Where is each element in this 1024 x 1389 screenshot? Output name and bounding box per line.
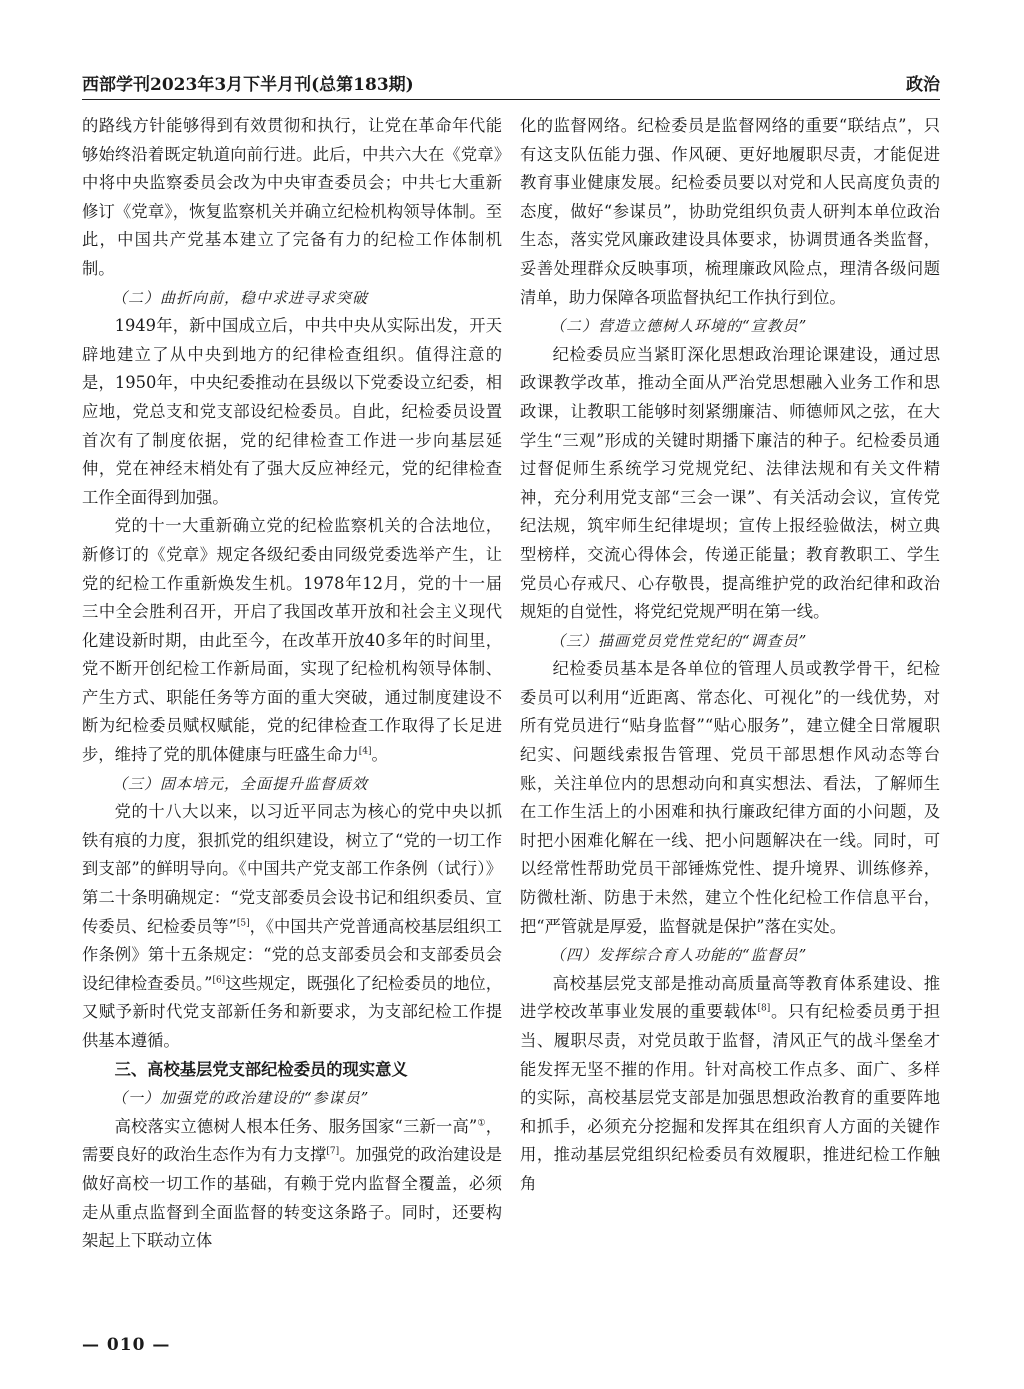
subsection-heading: （二）曲折向前，稳中求进寻求突破 <box>112 288 369 307</box>
citation-ref: [4] <box>358 746 372 757</box>
paragraph-text: 党的十八大以来，以习近平同志为核心的党中央以抓铁有痕的力度，狠抓党的组织建设，树立了“党的一切工作到支部”的鲜明导向。《中国共产党支部工作条例（试行）》第二十条明确规定：“党支部委员会设书记和组织委员、宣传委员、纪检委员等” <box>82 802 502 936</box>
paragraph: 1949年，新中国成立后，中共中央从实际出发，开天辟地建立了从中央到地方的纪律检查组织。值得注意的是，1950年，中央纪委推动在县级以下党委设立纪委，相应地，党总支和党支部设纪检委员。自此，纪检委员设置首次有了制度依据，党的纪律检查工作进一步向基层延伸，党在神经末梢处有了强大反应神经元，党的纪律检查工作全面得到加强。 <box>82 316 502 507</box>
paragraph-text: 。只有纪检委员勇于担当、履职尽责，对党员敢于监督，清风正气的战斗堡垒才能发挥无坚不摧的作用。针对高校工作点多、面广、多样的实际，高校基层党支部是加强思想政治教育的重要阵地和抓手，必须充分挖掘和发挥其在组织育人方面的关键作用，推动基层党组织纪检委员有效履职，推进纪检工作触角 <box>520 1002 940 1193</box>
paragraph-text: 。加强党的政治建设是做好高校一切工作的基础，有赖于党内监督全覆盖，必须走从重点监督到全面监督的转变这条路子。同时，还要构架起上下联动立体 <box>82 1145 502 1251</box>
paragraph <box>82 1113 502 1256</box>
paragraph-text: 高校落实立德树人根本任务、服务国家“三新一高” <box>114 1116 478 1136</box>
paragraph <box>82 512 502 769</box>
paragraph: 化的监督网络。纪检委员是监督网络的重要“联结点”，只有这支队伍能力强、作风硬、更好地履职尽责，才能促进教育事业健康发展。纪检委员要以对党和人民高度负责的态度，做好“参谋员”，协助党组织负责人研判本单位政治生态，落实党风廉政建设具体要求，协调贯通各类监督，妥善处理群众反映事项，梳理廉政风险点，理清各级问题清单，助力保障各项监督执纪工作执行到位。 <box>520 116 940 307</box>
subsection-heading: （二）营造立德树人环境的“宣教员” <box>550 317 808 336</box>
page-number: — 010 — <box>82 1335 171 1355</box>
section-heading: 三、高校基层党支部纪检委员的现实意义 <box>114 1059 408 1079</box>
section-label: 政治 <box>906 75 940 95</box>
subsection-heading: （四）发挥综合育人功能的“监督员” <box>550 946 808 965</box>
paragraph-text: 这些规定，既强化了纪检委员的地位，又赋予新时代党支部新任务和新要求，为支部纪检工作提供基本遵循。 <box>82 973 502 1050</box>
paragraph-text: 高校基层党支部是推动高质量高等教育体系建设、推进学校改革事业发展的重要载体 <box>520 973 940 1022</box>
citation-ref: [7] <box>326 1146 340 1157</box>
paragraph-text: ，需要良好的政治生态作为有力支撑 <box>82 1116 502 1165</box>
citation-ref: [5] <box>236 918 250 929</box>
subsection-heading: （一）加强党的政治建设的“参谋员” <box>112 1089 370 1108</box>
journal-title: 西部学刊2023年3月下半月刊(总第183期) <box>82 75 414 95</box>
footnote-marker: ① <box>477 1118 486 1129</box>
paragraph <box>520 970 940 1199</box>
subsection-heading: （三）固本培元，全面提升监督质效 <box>112 774 369 793</box>
paragraph: 纪检委员基本是各单位的管理人员或教学骨干，纪检委员可以利用“近距离、常态化、可视化”的一线优势，对所有党员进行“贴身监督”“贴心服务”，建立健全日常履职纪实、问题线索报告管理、党员干部思想作风动态等台账，关注单位内的思想动向和真实想法、看法，了解师生在工作生活上的小困难和执行廉政纪律方面的小问题，及时把小困难化解在一线、把小问题解决在一线。同时，可以经常性帮助党员干部锤炼党性、提升境界、训练修养，防微杜渐、防患于未然，建立个性化纪检工作信息平台，把“严管就是厚爱，监督就是保护”落在实处。 <box>520 659 940 936</box>
right-column <box>520 112 940 1199</box>
left-column <box>82 112 502 1256</box>
paragraph-text: 党的十一大重新确立党的纪检监察机关的合法地位，新修订的《党章》规定各级纪委由同级党委选举产生，让党的纪检工作重新焕发生机。1978年12月，党的十一届三中全会胜利召开，开启了我国改革开放和社会主义现代化建设新时期，由此至今，在改革开放40多年的时间里，党不断开创纪检工作新局面，实现了纪检机构领导体制、产生方式、职能任务等方面的重大突破，通过制度建设不断为纪检委员赋权赋能，党的纪律检查工作取得了长足进步，维持了党的肌体健康与旺盛生命力 <box>82 516 502 765</box>
paragraph-text: ，《中国共产党普通高校基层组织工作条例》第十五条规定：“党的总支部委员会和支部委员会设纪律检查委员。” <box>82 916 503 993</box>
subsection-heading: （三）描画党员党性党纪的“调查员” <box>550 631 808 650</box>
page-header <box>82 70 940 96</box>
header-rule <box>82 99 940 100</box>
citation-ref: [8] <box>757 1003 771 1014</box>
paragraph <box>82 798 502 1055</box>
paragraph-text: 。 <box>371 745 388 765</box>
paragraph: 的路线方针能够得到有效贯彻和执行，让党在革命年代能够始终沿着既定轨道向前行进。此后，中共六大在《党章》中将中央监察委员会改为中央审查委员会；中共七大重新修订《党章》，恢复监察机关并确立纪检机构领导体制。至此，中国共产党基本建立了完备有力的纪检工作体制机制。 <box>82 116 502 278</box>
paragraph: 纪检委员应当紧盯深化思想政治理论课建设，通过思政课教学改革，推动全面从严治党思想融入业务工作和思政课，让教职工能够时刻紧绷廉洁、师德师风之弦，在大学生“三观”形成的关键时期播下廉洁的种子。纪检委员通过督促师生系统学习党规党纪、法律法规和有关文件精神，充分利用党支部“三会一课”、有关活动会议，宣传党纪法规，筑牢师生纪律堤坝；宣传上报经验做法，树立典型榜样，交流心得体会，传递正能量；教育教职工、学生党员心存戒尺、心存敬畏，提高维护党的政治纪律和政治规矩的自觉性，将党纪党规严明在第一线。 <box>520 344 940 622</box>
citation-ref: [6] <box>212 975 226 986</box>
